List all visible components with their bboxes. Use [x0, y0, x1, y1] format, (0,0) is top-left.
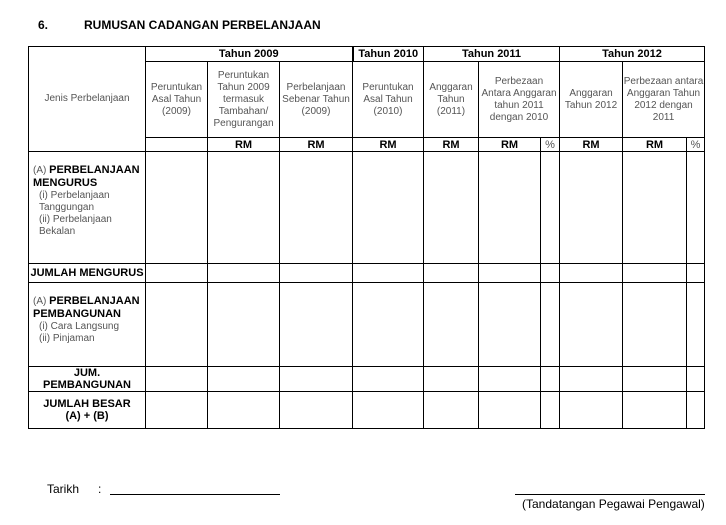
cell[interactable] [208, 367, 280, 392]
header-year-2012: Tahun 2012 [560, 47, 705, 62]
col-header: Peruntukan Tahun 2009 termasuk Tambahan/ Pengurangan [208, 62, 280, 138]
cell[interactable] [623, 392, 687, 429]
cell[interactable] [146, 152, 208, 264]
cell[interactable] [353, 152, 424, 264]
row-sub: (i) Perbelanjaan Tanggungan [39, 190, 110, 213]
signature-line[interactable] [515, 494, 705, 495]
cell[interactable] [146, 283, 208, 367]
cell[interactable] [479, 392, 541, 429]
row-sub: (ii) Perbelanjaan Bekalan [39, 214, 112, 237]
cell[interactable] [280, 264, 353, 283]
cell[interactable] [353, 392, 424, 429]
row-sub: (ii) Pinjaman [39, 333, 95, 344]
budget-table [28, 46, 705, 429]
cell[interactable] [560, 152, 623, 264]
table-row [29, 392, 705, 429]
row-sub: (i) Cara Langsung [39, 321, 120, 332]
table-row [29, 367, 705, 392]
cell[interactable] [208, 264, 280, 283]
cell[interactable] [280, 367, 353, 392]
cell[interactable] [424, 264, 479, 283]
row-jum-pembangunan: JUM. PEMBANGUNAN [29, 367, 146, 392]
cell[interactable] [424, 392, 479, 429]
cell[interactable] [146, 264, 208, 283]
unit-rm: RM [208, 138, 280, 152]
unit-pct: % [687, 138, 705, 152]
tarikh-colon: : [98, 482, 102, 496]
cell[interactable] [146, 367, 208, 392]
row-jumlah-mengurus: JUMLAH MENGURUS [29, 264, 146, 283]
row-title: PERBELANJAAN PEMBANGUNAN [33, 295, 140, 320]
cell[interactable] [560, 283, 623, 367]
header-year-2010: Tahun 2010 [353, 47, 424, 62]
cell[interactable] [560, 392, 623, 429]
unit-cell [146, 138, 208, 152]
tarikh-field-line[interactable] [110, 494, 280, 495]
cell[interactable] [146, 392, 208, 429]
table-row [29, 152, 705, 264]
row-marker: (A) [33, 165, 47, 176]
cell[interactable] [479, 367, 541, 392]
signature-label: (Tandatangan Pegawai Pengawal) [522, 497, 705, 511]
unit-rm: RM [479, 138, 541, 152]
jumlah-besar-formula: (A) + (B) [65, 410, 109, 422]
cell[interactable] [623, 152, 687, 264]
col-header: Anggaran Tahun (2011) [424, 62, 479, 138]
cell[interactable] [541, 264, 560, 283]
cell[interactable] [424, 367, 479, 392]
cell[interactable] [560, 367, 623, 392]
col-header: Peruntukan Asal Tahun (2009) [146, 62, 208, 138]
cell[interactable] [479, 283, 541, 367]
section-number: 6. [38, 18, 49, 32]
cell[interactable] [687, 152, 705, 264]
cell[interactable] [541, 367, 560, 392]
cell[interactable] [280, 392, 353, 429]
row-label-mengurus [29, 152, 146, 264]
cell[interactable] [353, 283, 424, 367]
tarikh-label: Tarikh [47, 482, 80, 496]
row-jumlah-besar [29, 392, 146, 429]
cell[interactable] [687, 367, 705, 392]
unit-rm: RM [560, 138, 623, 152]
header-jenis: Jenis Perbelanjaan [29, 47, 146, 152]
unit-rm: RM [623, 138, 687, 152]
col-header: Perbezaan Antara Anggaran tahun 2011 dengan 2010 [479, 62, 560, 138]
col-header: Perbezaan antara Anggaran Tahun 2012 dengan 2011 [623, 62, 705, 138]
cell[interactable] [541, 152, 560, 264]
table-row [29, 283, 705, 367]
cell[interactable] [208, 392, 280, 429]
cell[interactable] [687, 283, 705, 367]
row-marker: (A) [33, 296, 47, 307]
cell[interactable] [424, 283, 479, 367]
header-year-2011: Tahun 2011 [424, 47, 560, 62]
cell[interactable] [687, 392, 705, 429]
cell[interactable] [623, 264, 687, 283]
col-header: Peruntukan Asal Tahun (2010) [353, 62, 424, 138]
unit-rm: RM [280, 138, 353, 152]
cell[interactable] [623, 283, 687, 367]
col-header: Perbelanjaan Sebenar Tahun (2009) [280, 62, 353, 138]
cell[interactable] [208, 283, 280, 367]
jumlah-besar-label: JUMLAH BESAR [43, 398, 131, 410]
cell[interactable] [479, 264, 541, 283]
cell[interactable] [353, 264, 424, 283]
row-label-pembangunan [29, 283, 146, 367]
header-year-2009: Tahun 2009 [146, 47, 353, 62]
cell[interactable] [479, 152, 541, 264]
section-title: RUMUSAN CADANGAN PERBELANJAAN [84, 18, 321, 32]
cell[interactable] [280, 283, 353, 367]
unit-rm: RM [424, 138, 479, 152]
unit-pct: % [541, 138, 560, 152]
cell[interactable] [353, 367, 424, 392]
cell[interactable] [623, 367, 687, 392]
section-heading [38, 18, 321, 32]
col-header: Anggaran Tahun 2012 [560, 62, 623, 138]
unit-rm: RM [353, 138, 424, 152]
cell[interactable] [208, 152, 280, 264]
cell[interactable] [541, 283, 560, 367]
cell[interactable] [560, 264, 623, 283]
table-row [29, 264, 705, 283]
cell[interactable] [687, 264, 705, 283]
cell[interactable] [424, 152, 479, 264]
cell[interactable] [541, 392, 560, 429]
cell[interactable] [280, 152, 353, 264]
row-title: PERBELANJAAN MENGURUS [33, 164, 140, 189]
